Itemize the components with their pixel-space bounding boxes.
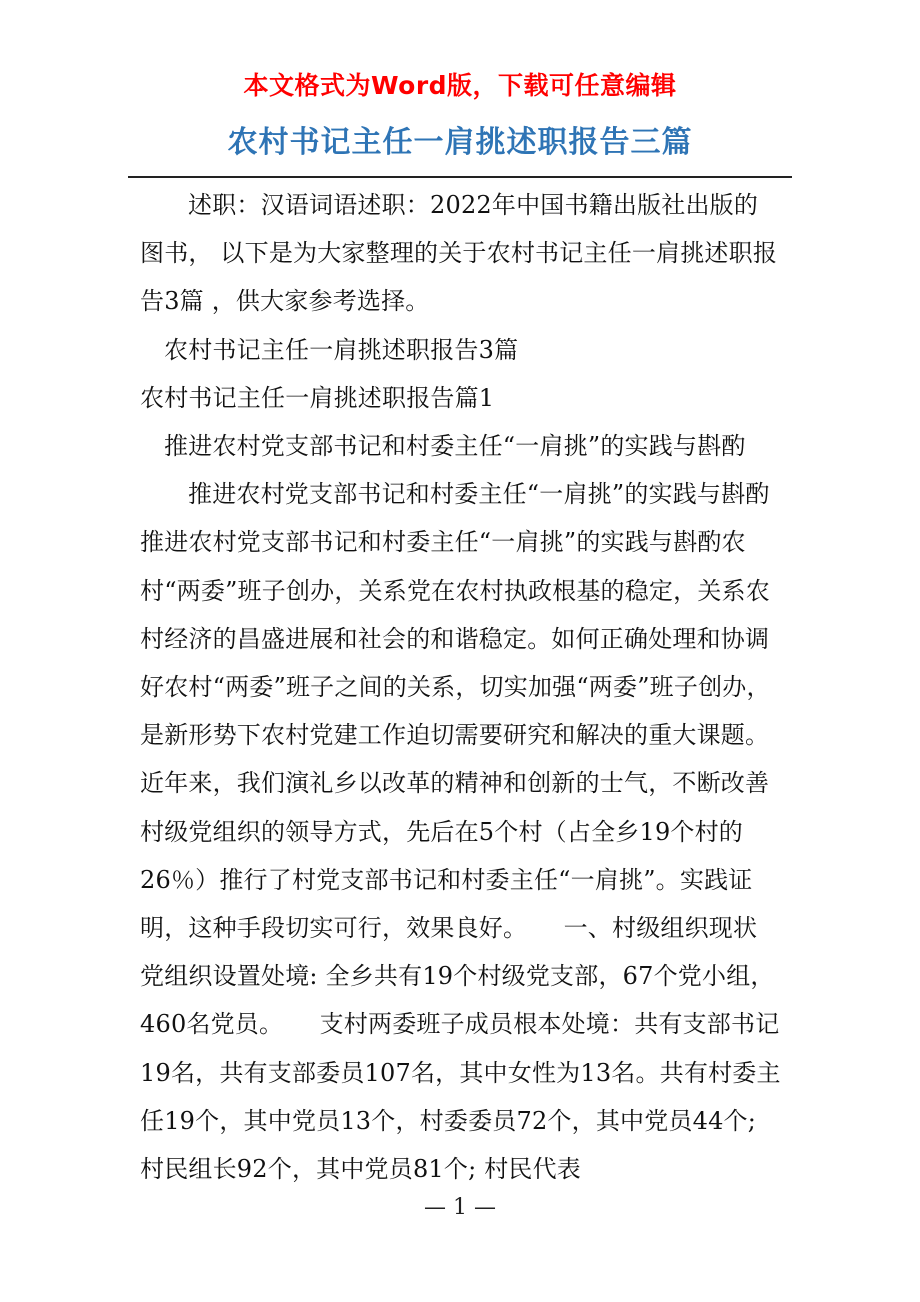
document-body xyxy=(140,181,806,1193)
page-number: — 1 — xyxy=(424,1195,496,1220)
main-paragraph: 推进农村党支部书记和村委主任“一肩挑”的实践与斟酌推进农村党支部书记和村委主任“一肩挑”的实践与斟酌农村“两委”班子创办，关系党在农村执政根基的稳定，关系农村经济的昌盛进展和社会的和谐稳定。如何正确处理和协调好农村“两委”班子之间的关系，切实加强“两委”班子创办，是新形势下农村党建工作迫切需要研究和解决的重大课题。近年来，我们演礼乡以改革的精神和创新的士气，不断改善村级党组织的领导方式，先后在5个村（占全乡19个村的26％）推行了村党支部书记和村委主任“一肩挑”。实践证明，这种手段切实可行，效果良好。 一、村级组织现状 党组织设置处境: 全乡共有19个村级党支部，67个党小组，460名党员。 支村两委班子成员根本处境：共有支部书记19名，共有支部委员107名，其中女性为13名。共有村委主任19个，其中党员13个，村委委员72个，其中党员44个; 村民组长92个，其中党员81个; 村民代表 xyxy=(140,480,806,1184)
section-title: 农村书记主任一肩挑述职报告篇1 xyxy=(140,383,495,412)
document-title: 农村书记主任一肩挑述职报告三篇 xyxy=(227,125,693,160)
intro-paragraph: 述职：汉语词语述职：2022年中国书籍出版社出版的图书， 以下是为大家整理的关于农村书记主任一肩挑述职报告3篇 ，供大家参考选择。 xyxy=(140,191,778,316)
format-notice-banner: 本文格式为Word版，下载可任意编辑 xyxy=(243,71,677,100)
title-divider xyxy=(128,176,792,178)
article-title: 推进农村党支部书记和村委主任“一肩挑”的实践与斟酌 xyxy=(164,432,746,461)
subheading: 农村书记主任一肩挑述职报告3篇 xyxy=(164,335,519,364)
